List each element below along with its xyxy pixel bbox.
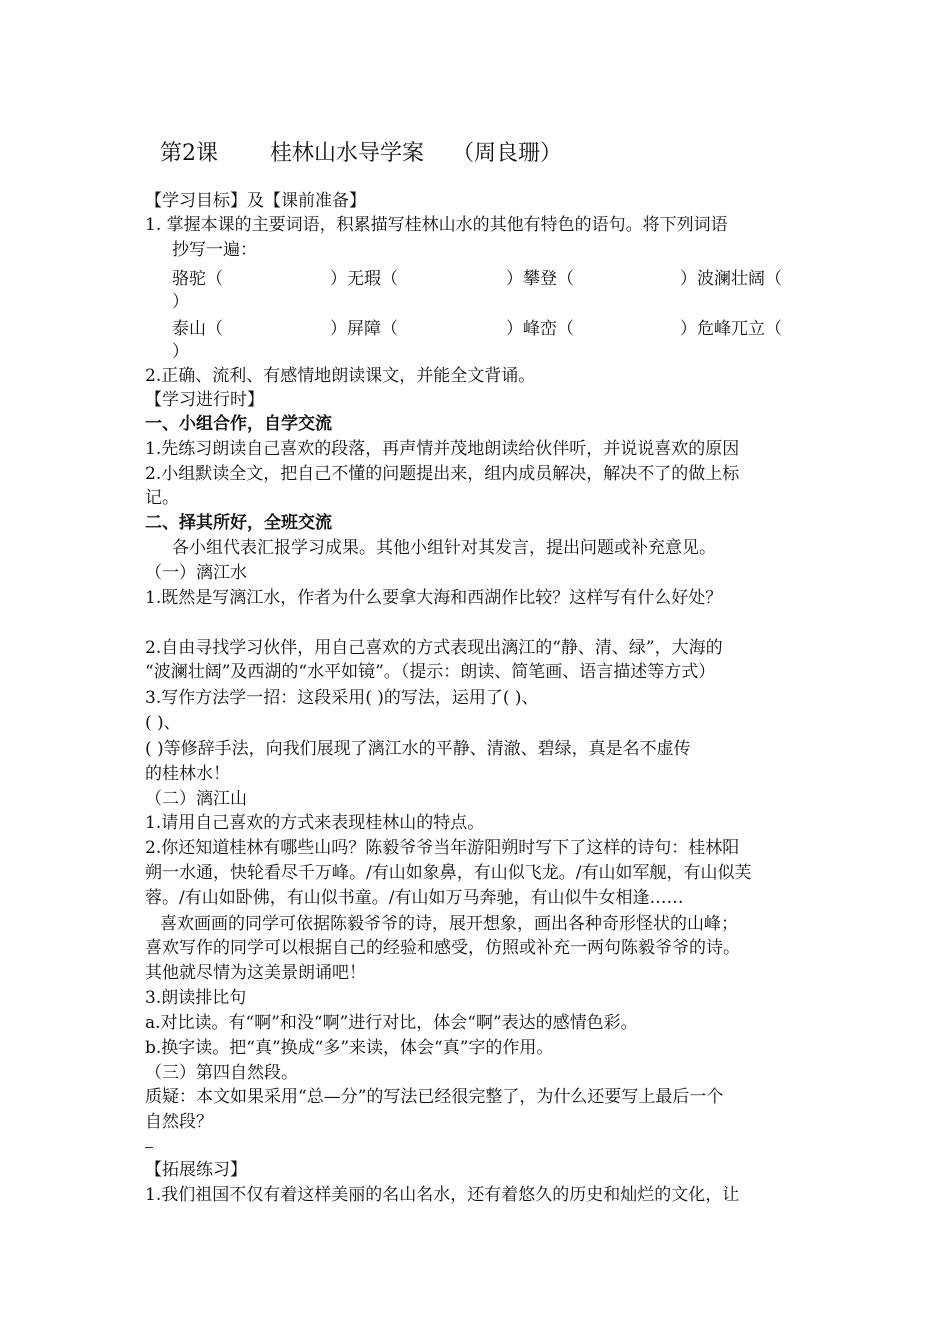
water-heading: （一）漓江水 — [145, 563, 247, 583]
water-question-1: 1.既然是写漓江水，作者为什么要拿大海和西湖作比较？这样写有什么好处？ — [145, 588, 723, 608]
vocab-taishan: 泰山（ — [172, 319, 223, 339]
water-question-3-line-3: ( )等修辞手法，向我们展现了漓江水的平静、清澈、碧绿，真是名不虚传 — [145, 739, 691, 759]
mountain-paragraph-line-3: 其他就尽情为这美景朗诵吧！ — [145, 963, 366, 983]
mountain-question-3b: b.换字读。把“真”换成“多”来读，体会“真”字的作用。 — [145, 1038, 554, 1058]
water-question-3-line-4: 的桂林水！ — [145, 764, 230, 784]
extension-question-1: 1.我们祖国不仅有着这样美丽的名山名水，还有着悠久的历史和灿烂的文化，让 — [145, 1185, 740, 1205]
part1-item-1: 1.先练习朗读自己喜欢的段落，再声情并茂地朗读给伙伴听，并说说喜欢的原因 — [145, 439, 740, 459]
water-question-2-line-2: “波澜壮阔”及西湖的“水平如镜”。（提示：朗读、简笔画、语言描述等方式） — [145, 662, 716, 682]
mountain-question-3: 3.朗读排比句 — [145, 988, 247, 1008]
vocab-wuxia: ）无瑕（ — [330, 269, 398, 289]
part1-item-2-line-2: 记。 — [145, 488, 179, 508]
goals-header: 【学习目标】及【课前准备】 — [145, 191, 366, 211]
mountain-question-2-line-2: 朔一水通，快轮看尽千万峰。/有山如象鼻，有山似飞龙。/有山如军舰，有山似芙 — [145, 863, 752, 883]
para4-heading: （三）第四自然段。 — [145, 1063, 298, 1083]
lesson-name: 桂林山水导学案 — [270, 141, 425, 166]
para4-question-line-1: 质疑：本文如果采用“总—分”的写法已经很完整了，为什么还要写上最后一个 — [145, 1087, 724, 1107]
progress-header: 【学习进行时】 — [145, 390, 264, 410]
vocab-pandeng: ）攀登（ — [506, 269, 574, 289]
mountain-paragraph-line-2: 喜欢写作的同学可以根据自己的经验和感受，仿照或补充一两句陈毅爷爷的诗。 — [145, 938, 740, 958]
vocab-pingzhang: ）屏障（ — [330, 319, 398, 339]
vocab-row1-close: ） — [172, 292, 189, 312]
page-title — [160, 136, 562, 167]
part2-heading: 二、择其所好，全班交流 — [145, 513, 332, 533]
lesson-number: 第2课 — [160, 141, 218, 166]
para4-question-line-2: 自然段？ — [145, 1112, 213, 1132]
vocab-fengluan: ）峰峦（ — [506, 319, 574, 339]
part1-heading: 一、小组合作，自学交流 — [145, 414, 332, 434]
mountain-question-2-line-1: 2.你还知道桂林有哪些山吗？陈毅爷爷当年游阳朔时写下了这样的诗句：桂林阳 — [145, 838, 740, 858]
vocab-luotuo: 骆驼（ — [172, 269, 223, 289]
vocab-row2-close: ） — [172, 342, 189, 362]
vocab-weifengwuli: ）危峰兀立（ — [680, 319, 782, 339]
mountain-question-3a: a.对比读。有“啊”和没“啊”进行对比，体会“啊”表达的感情色彩。 — [145, 1013, 638, 1033]
water-question-2-line-1: 2.自由寻找学习伙伴，用自己喜欢的方式表现出漓江的“静、清、绿”，大海的 — [145, 638, 723, 658]
author: （周良珊） — [452, 141, 563, 166]
mountain-question-1: 1.请用自己喜欢的方式来表现桂林山的特点。 — [145, 813, 485, 833]
goal-1-line-2: 抄写一遍： — [172, 240, 257, 260]
water-question-3-line-2: ( )、 — [145, 713, 181, 733]
goal-2: 2.正确、流利、有感情地朗读课文，并能全文背诵。 — [145, 366, 536, 386]
part2-intro: 各小组代表汇报学习成果。其他小组针对其发言，提出问题或补充意见。 — [172, 538, 716, 558]
blank-underline — [145, 1147, 153, 1148]
goal-1-line-1: 1. 掌握本课的主要词语，积累描写桂林山水的其他有特色的语句。将下列词语 — [145, 215, 728, 235]
extension-header: 【拓展练习】 — [145, 1160, 247, 1180]
mountain-paragraph-line-1: 喜欢画画的同学可依据陈毅爷爷的诗，展开想象，画出各种奇形怪状的山峰； — [160, 914, 738, 934]
mountain-question-2-line-3: 蓉。/有山如卧佛，有山似书童。/有山如万马奔驰，有山似牛女相逢…… — [145, 888, 684, 908]
vocab-bolanzhuangkuo: ）波澜壮阔（ — [680, 269, 782, 289]
mountain-heading: （二）漓江山 — [145, 789, 247, 809]
water-question-3-line-1: 3.写作方法学一招：这段采用( )的写法，运用了( )、 — [145, 688, 539, 708]
part1-item-2-line-1: 2.小组默读全文，把自己不懂的问题提出来，组内成员解决，解决不了的做上标 — [145, 464, 740, 484]
